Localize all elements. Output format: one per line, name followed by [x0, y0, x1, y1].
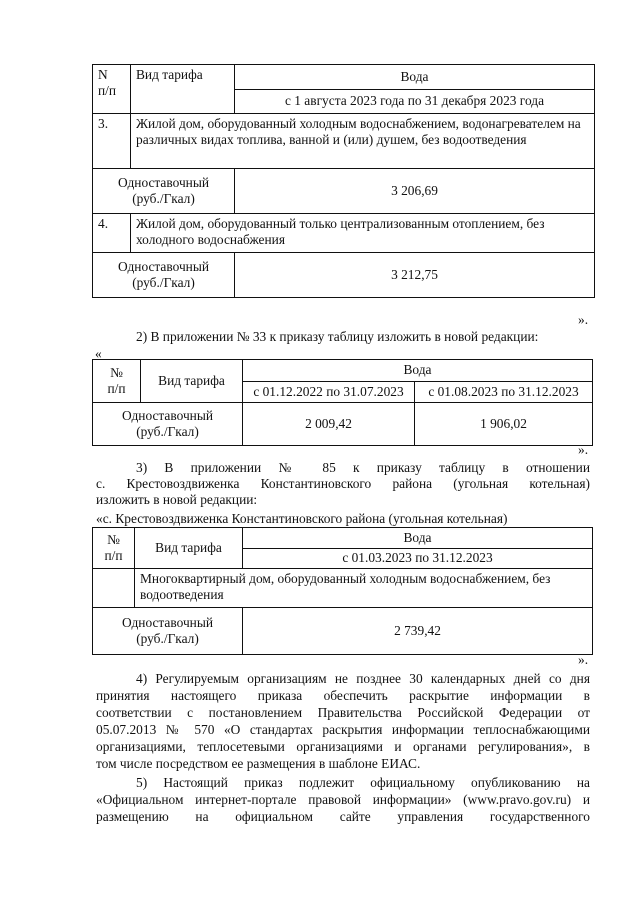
tariff-label: Одноставочный (руб./Гкал) [93, 169, 235, 214]
paragraph-line: с. Крестовоздвиженка Константиновского района (угольная котельная) [96, 476, 590, 491]
paragraph-line: 05.07.2013 № 570 «О стандартах раскрытия информации теплоснабжающими [96, 722, 590, 737]
tariff-label: Одноставочный (руб./Гкал) [93, 403, 243, 446]
tariff-value-1: 2 009,42 [243, 403, 415, 446]
paragraph-line: 5) Настоящий приказ подлежит официальному опубликованию на [136, 775, 590, 790]
tariff-table-1 [92, 64, 595, 298]
tariff-table-2 [92, 359, 593, 446]
table-3-title: «с. Крестовоздвиженка Константиновского района (угольная котельная) [96, 511, 508, 526]
tariff-value: 2 739,42 [243, 608, 593, 655]
paragraph-line: организациями, теплосетевыми организациями и органами регулирования», в [96, 739, 590, 754]
paragraph-5 [96, 774, 590, 825]
col-type-header: Вид тарифа [141, 360, 243, 403]
tariff-label: Одноставочный (руб./Гкал) [93, 253, 235, 298]
paragraph-4 [96, 670, 590, 772]
tariff-table-3 [92, 527, 593, 655]
period-header: с 01.03.2023 по 31.12.2023 [243, 548, 593, 569]
row-number: 3. [93, 114, 131, 169]
tariff-value: 3 206,69 [235, 169, 595, 214]
row-description: Жилой дом, оборудованный холодным водоснабжением, водонагревателем на различных видах топлива, ванной и (или) душем, без водоотведения [131, 114, 595, 169]
paragraph-line: принятия настоящего приказа обеспечить раскрытие информации в [96, 688, 590, 703]
paragraph-line: соответствии с постановлением Правительства Российской Федерации от [96, 705, 590, 720]
paragraph-2: 2) В приложении № 33 к приказу таблицу изложить в новой редакции: [136, 329, 539, 344]
col-num-header: № п/п [93, 360, 141, 403]
paragraph-line: размещению на официальном сайте управления государственного [96, 809, 590, 824]
tariff-value: 3 212,75 [235, 253, 595, 298]
paragraph-line: том числе посредством ее размещения в шаблоне ЕИАС. [96, 756, 421, 771]
paragraph-line: «Официальном интернет-портале правовой информации» (www.pravo.gov.ru) и [96, 792, 590, 807]
col-type-header: Вид тарифа [131, 65, 235, 114]
closing-quote: ». [578, 312, 589, 327]
period-header: с 1 августа 2023 года по 31 декабря 2023 года [235, 89, 595, 114]
row-number: 4. [93, 214, 131, 253]
paragraph-3 [96, 460, 590, 508]
water-header: Вода [235, 65, 595, 90]
row-description: Многоквартирный дом, оборудованный холодным водоснабжением, без водоотведения [135, 569, 593, 608]
row-description: Жилой дом, оборудованный только централизованным отоплением, без холодного водоснабжения [131, 214, 595, 253]
paragraph-line: 3) В приложении № 85 к приказу таблицу в отношении [136, 460, 590, 475]
col-num-header: № п/п [93, 528, 135, 569]
tariff-value-2: 1 906,02 [415, 403, 593, 446]
period-header-1: с 01.12.2022 по 31.07.2023 [243, 381, 415, 403]
paragraph-line: изложить в новой редакции: [96, 492, 258, 507]
water-header: Вода [243, 528, 593, 549]
period-header-2: с 01.08.2023 по 31.12.2023 [415, 381, 593, 403]
tariff-label: Одноставочный (руб./Гкал) [93, 608, 243, 655]
closing-quote: ». [578, 652, 589, 667]
opening-quote: « [95, 346, 102, 361]
water-header: Вода [243, 360, 593, 382]
row-number [93, 569, 135, 608]
col-type-header: Вид тарифа [135, 528, 243, 569]
closing-quote: ». [578, 442, 589, 457]
paragraph-line: 4) Регулируемым организациям не позднее 30 календарных дней со дня [136, 671, 590, 686]
col-num-header: N п/п [93, 65, 131, 114]
